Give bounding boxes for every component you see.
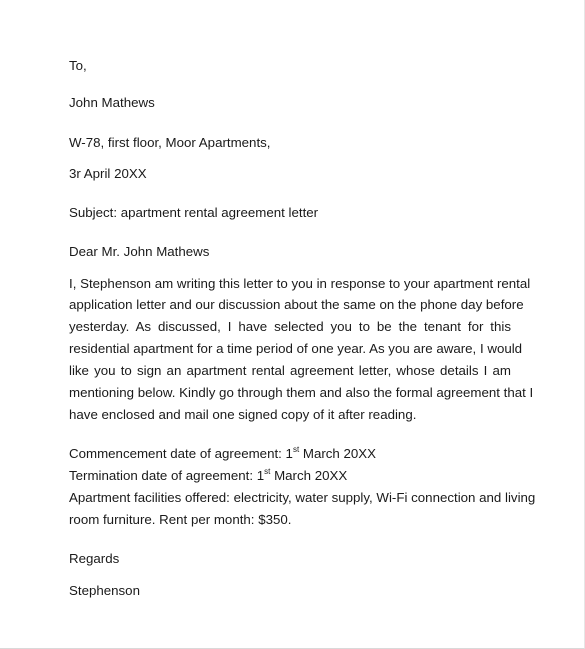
greeting: Dear Mr. John Mathews [69,244,210,259]
recipient-address: W-78, first floor, Moor Apartments, [69,135,271,150]
body-line: yesterday. As discussed, I have selected you to be the tenant for this [69,319,511,334]
letter-date: 3r April 20XX [69,166,147,181]
signature: Stephenson [69,583,140,598]
body-line: mentioning below. Kindly go through them and also the formal agreement that I [69,385,534,400]
termination-label: Termination date of agreement: 1 [69,468,265,483]
commencement-date [69,446,376,462]
recipient-name: John Mathews [69,95,155,110]
commencement-date-value: March 20XX [299,446,377,461]
facilities-line: Apartment facilities offered: electricity, water supply, Wi-Fi connection and living [69,490,536,505]
termination-date-value: March 20XX [270,468,348,483]
facilities-rent-line: room furniture. Rent per month: $350. [69,512,292,527]
closing: Regards [69,551,120,566]
salutation-to: To, [69,58,87,73]
body-line: application letter and our discussion about the same on the phone day before [69,297,524,312]
body-line: like you to sign an apartment rental agreement letter, whose details I am [69,363,511,378]
body-line: I, Stephenson am writing this letter to you in response to your apartment rental [69,276,531,291]
termination-date [69,468,347,484]
body-line: residential apartment for a time period of one year. As you are aware, I would [69,341,523,356]
ordinal-suffix: st [292,444,300,454]
ordinal-suffix: st [264,466,271,476]
commencement-label: Commencement date of agreement: 1 [69,446,293,461]
subject-line: Subject: apartment rental agreement letter [69,205,319,220]
body-line: have enclosed and mail one signed copy of it after reading. [69,407,417,422]
